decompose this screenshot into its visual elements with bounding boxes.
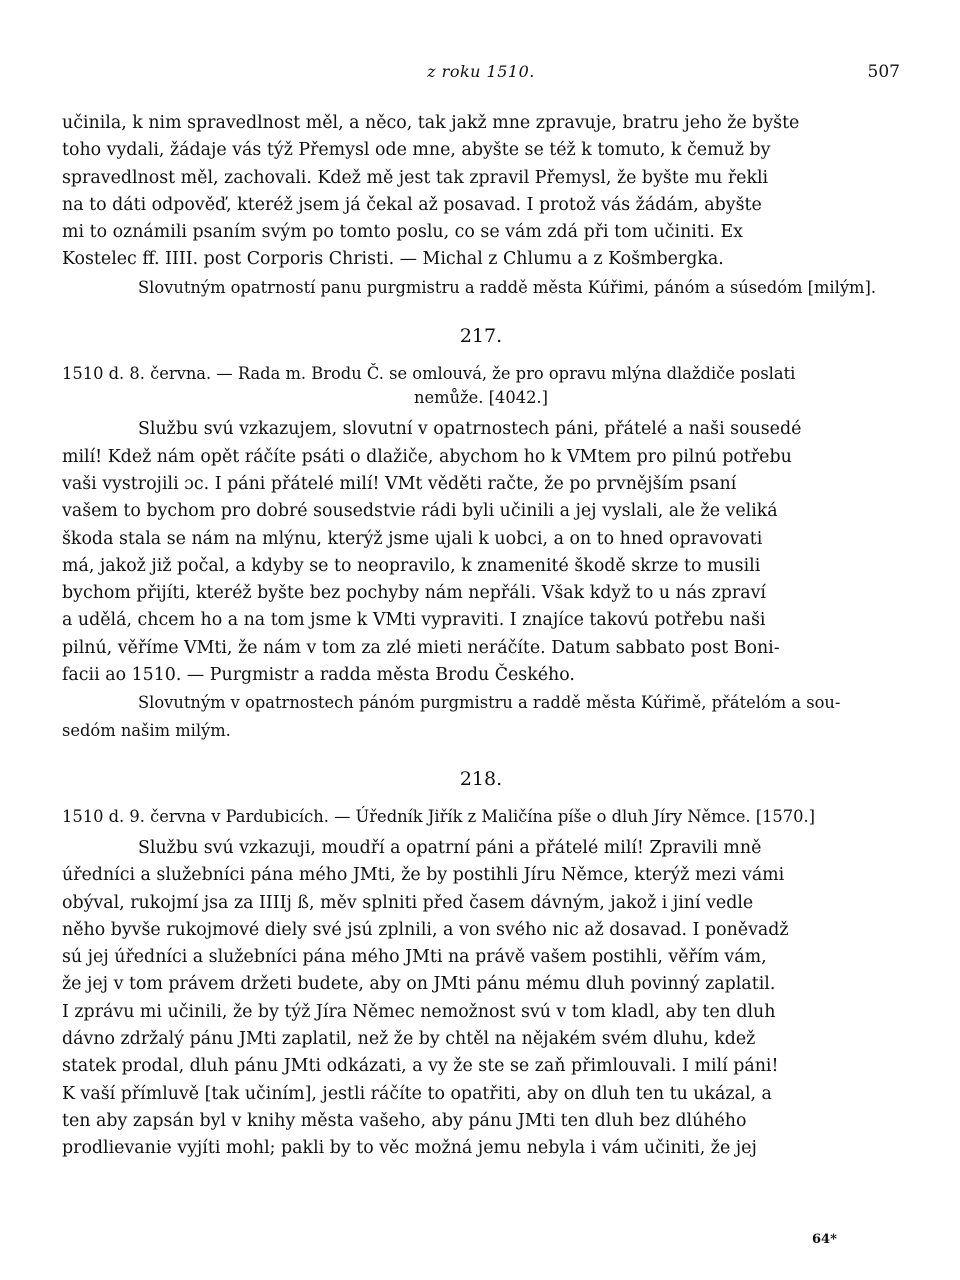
text-line: dávno zdržalý pánu JMti zaplatil, než že by chtěl na nějakém svém dluhu, kdež <box>62 1029 756 1050</box>
text-line: statek prodal, dluh pánu JMti odkázati, a vy že ste se zaň přimlouvali. I milí páni! <box>62 1056 779 1077</box>
text-line: toho vydali, žádaje vás týž Přemysl ode mne, abyšte se též k tomuto, k čemuž by <box>62 140 771 161</box>
text-line: obýval, rukojmí jsa za IIIIj ß, měv splniti před časem dávným, jakož i jiní vedle <box>62 892 754 913</box>
text-line: úředníci a služebníci pána mého JMti, že by postihli Jíru Němce, kterýž mezi vámi <box>62 865 785 886</box>
text-line: že jej v tom právem držeti budete, aby on JMti pánu mému dluh povinný zaplatil. <box>62 974 776 995</box>
text-line: škoda stala se nám na mlýnu, kterýž jsme ujali k uobci, a on to hned opravovati <box>62 528 763 549</box>
text-line: pilnú, věříme VMti, že nám v tom za zlé mieti neráčíte. Datum sabbato post Boni- <box>62 637 780 658</box>
address-line: Slovutným v opatrnostech pánóm purgmistru a raddě města Kúřimě, přátelóm a sou- <box>138 693 841 713</box>
document-number-217: 217. <box>459 325 503 348</box>
printer-signature-mark: 64* <box>812 1232 837 1247</box>
text-line: učinila, k nim spravedlnost měl, a něco, tak jakž mne zpravuje, bratru jeho že byšte <box>62 113 800 133</box>
text-line: má, jakož již počal, a kdyby se to neopravilo, k znamenité škodě skrze to musili <box>62 555 761 576</box>
document-number-218: 218. <box>459 767 503 790</box>
text-line: a udělá, chcem ho a na tom jsme k VMti vypraviti. I znajíce takovú potřebu naši <box>62 610 766 631</box>
text-line: I zprávu mi učinili, že by týž Jíra Němec nemožnost svú v tom kladl, aby ten dluh <box>62 1001 776 1022</box>
regest-218: 1510 d. 9. června v Pardubicích. — Úředník Jiřík z Maličína píše o dluh Jíry Němce. [1570.] <box>62 806 816 826</box>
text-line: facii ao 1510. — Purgmistr a radda města Brodu Českého. <box>62 665 575 686</box>
text-line: bychom přijíti, kteréž byšte bez pochyby nám nepřáli. Však když to u nás zpraví <box>62 583 766 604</box>
text-line: něho byvše rukojmové diely své jsú zplnili, a von svého nic až dosavad. I poněvadž <box>62 919 789 940</box>
body-text <box>62 110 900 1163</box>
text-line: vašem to bychom pro dobré sousedstvie rádi byli učinili a jej vyslali, ale že veliká <box>62 501 778 522</box>
text-line: sú jej úředníci a služebníci pána mého JMti na právě vašem postihli, věřím vám, <box>62 947 767 968</box>
text-line: spravedlnost měl, zachovali. Kdež mě jest tak zpravil Přemysl, že byšte mu řekli <box>62 167 769 188</box>
address-line: Slovutným opatrností panu purgmistru a raddě města Kúřimi, pánóm a súsedóm [milým]. <box>138 277 876 297</box>
text-line: milí! Kdež nám opět ráčíte psáti o dlažiče, abychom ho k VMtem pro pilnú potřebu <box>62 446 792 467</box>
text-line: na to dáti odpověď, kteréž jsem já čekal až posavad. I protož vás žádám, abyšte <box>62 194 762 215</box>
text-line: Službu svú vzkazuji, moudří a opatrní páni a přátelé milí! Zpravili mně <box>138 837 762 858</box>
running-title: z roku 1510. <box>427 62 535 81</box>
text-line: Kostelec ff. IIII. post Corporis Christi. — Michal z Chlumu a z Košmbergka. <box>62 249 724 270</box>
regest-217: 1510 d. 8. června. — Rada m. Brodu Č. se omlouvá, že pro opravu mlýna dlaždiče poslati <box>62 364 796 384</box>
regest-217-cont: nemůže. [4042.] <box>414 388 548 408</box>
text-line: vaši vystrojili ɔc. I páni přátelé milí! VMt věděti račte, že po prvnějším psaní <box>62 473 737 494</box>
text-line: Službu svú vzkazujem, slovutní v opatrnostech páni, přátelé a naši sousedé <box>138 419 802 440</box>
running-header <box>62 62 900 86</box>
text-line: prodlievanie vyjíti mohl; pakli by to věc možná jemu nebyla i vám učiniti, že jej <box>62 1138 757 1159</box>
page-number: 507 <box>867 62 900 82</box>
text-line: ten aby zapsán byl v knihy města vašeho, aby pánu JMti ten dluh bez dlúhého <box>62 1110 747 1131</box>
text-line: mi to oznámili psaním svým po tomto poslu, co se vám zdá při tom učiniti. Ex <box>62 222 743 243</box>
text-line: K vaší přímluvě [tak učiním], jestli ráčíte to opatřiti, aby on dluh ten tu ukázal, a <box>62 1083 772 1104</box>
address-line-cont: sedóm našim milým. <box>62 720 231 740</box>
